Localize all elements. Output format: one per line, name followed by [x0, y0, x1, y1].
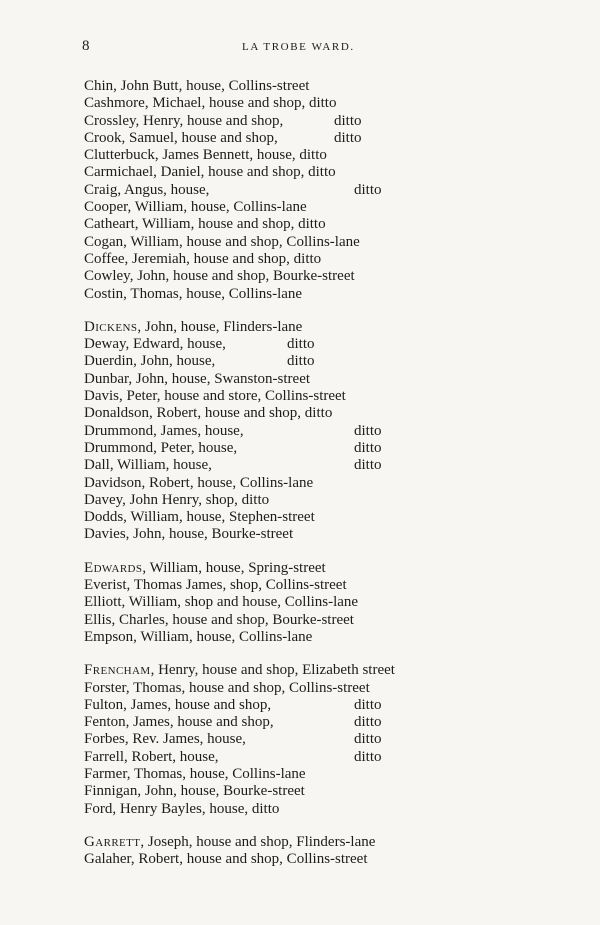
entry-ditto: ditto: [354, 748, 382, 765]
directory-entry: [84, 801, 504, 818]
entry-body: Fenton, James, house and shop,: [84, 714, 274, 731]
directory-entry: [84, 95, 504, 112]
letter-group: [84, 78, 504, 303]
entry-body: Farmer, Thomas, house, Collins-lane: [84, 765, 306, 782]
entry-text: [84, 457, 212, 474]
entry-surname-lead: Frencham: [84, 662, 151, 679]
entry-body: Davies, John, house, Bourke-street: [84, 526, 294, 543]
entry-text: [84, 440, 237, 457]
entry-text: [84, 130, 278, 147]
entry-ditto: ditto: [334, 129, 362, 146]
entry-text: [84, 731, 246, 748]
entry-ditto: ditto: [287, 353, 315, 370]
directory-entry: [84, 526, 504, 543]
directory-entry: [84, 268, 504, 285]
entry-body: Drummond, Peter, house,: [84, 439, 238, 456]
entry-text: [84, 353, 215, 370]
entry-body: Cowley, John, house and shop, Bourke-street: [84, 268, 355, 285]
entry-text: [84, 182, 209, 199]
directory-entry: [84, 834, 504, 851]
entry-text: [84, 783, 305, 800]
entry-text: [84, 714, 274, 731]
directory-entry: [84, 731, 504, 748]
entry-body: Elliott, William, shop and house, Collins-lane: [84, 594, 359, 611]
entry-text: [84, 834, 375, 851]
entry-text: [84, 251, 321, 268]
directory-entry: [84, 78, 504, 95]
entry-body: Fulton, James, house and shop,: [84, 696, 272, 713]
entry-text: [84, 629, 312, 646]
entry-body: Dall, William, house,: [84, 457, 212, 474]
directory-entry: [84, 851, 504, 868]
entry-text: [84, 371, 310, 388]
letter-group: [84, 834, 504, 869]
directory-entry: [84, 353, 504, 370]
entry-text: [84, 697, 271, 714]
entry-text: [84, 78, 309, 95]
directory-entry: [84, 662, 504, 679]
entry-text: [84, 423, 244, 440]
directory-entry: [84, 509, 504, 526]
entry-body: Clutterbuck, James Bennett, house, ditto: [84, 147, 327, 164]
entry-text: [84, 405, 332, 422]
entry-body: Craig, Angus, house,: [84, 181, 210, 198]
entry-body: Costin, Thomas, house, Collins-lane: [84, 285, 303, 302]
entry-ditto: ditto: [287, 336, 315, 353]
letter-group: [84, 560, 504, 646]
entry-body: Davis, Peter, house and store, Collins-street: [84, 388, 346, 405]
letter-group: [84, 662, 504, 818]
directory-entry: [84, 423, 504, 440]
directory-entry: [84, 199, 504, 216]
entry-body: Cooper, William, house, Collins-lane: [84, 199, 307, 216]
entry-surname-lead: Edwards: [84, 559, 143, 576]
entry-text: [84, 577, 347, 594]
entry-ditto: ditto: [354, 181, 382, 198]
entry-body: Forbes, Rev. James, house,: [84, 731, 246, 748]
directory-entry: [84, 147, 504, 164]
entry-text: [84, 164, 336, 181]
directory-entry: [84, 216, 504, 233]
entry-text: [84, 594, 358, 611]
entry-ditto: ditto: [354, 714, 382, 731]
directory-entry: [84, 697, 504, 714]
entry-body: Everist, Thomas James, shop, Collins-street: [84, 577, 347, 594]
entry-text: [84, 509, 315, 526]
entry-text: [84, 851, 368, 868]
entry-text: [84, 216, 326, 233]
entry-body: Carmichael, Daniel, house and shop, ditto: [84, 164, 336, 181]
entry-ditto: ditto: [354, 731, 382, 748]
directory-entry: [84, 113, 504, 130]
entry-ditto: ditto: [334, 112, 362, 129]
entry-body: , Henry, house and shop, Elizabeth street: [150, 662, 395, 679]
directory-entry: [84, 714, 504, 731]
page-number: 8: [82, 38, 90, 54]
directory-entry: [84, 612, 504, 629]
directory-entry: [84, 182, 504, 199]
entry-text: [84, 319, 302, 336]
directory-entry: [84, 749, 504, 766]
directory-entry: [84, 560, 504, 577]
entry-body: , John, house, Flinders-lane: [137, 318, 303, 335]
directory-entry: [84, 388, 504, 405]
entry-body: , Joseph, house and shop, Flinders-lane: [140, 833, 376, 850]
directory-entry: [84, 475, 504, 492]
entry-body: Donaldson, Robert, house and shop, ditto: [84, 405, 333, 422]
directory-listing: [84, 78, 504, 884]
directory-entry: [84, 234, 504, 251]
entry-body: Ford, Henry Bayles, house, ditto: [84, 800, 280, 817]
entry-text: [84, 336, 226, 353]
entry-text: [84, 662, 395, 679]
entry-body: Dodds, William, house, Stephen-street: [84, 509, 315, 526]
entry-body: Crook, Samuel, house and shop,: [84, 129, 278, 146]
entry-body: , William, house, Spring-street: [142, 559, 326, 576]
directory-entry: [84, 405, 504, 422]
directory-entry: [84, 371, 504, 388]
entry-text: [84, 475, 313, 492]
entry-body: Crossley, Henry, house and shop,: [84, 112, 284, 129]
directory-entry: [84, 319, 504, 336]
entry-text: [84, 612, 354, 629]
directory-entry: [84, 457, 504, 474]
entry-body: Davey, John Henry, shop, ditto: [84, 491, 270, 508]
directory-entry: [84, 783, 504, 800]
entry-body: Chin, John Butt, house, Collins-street: [84, 78, 310, 94]
entry-body: Cogan, William, house and shop, Collins-lane: [84, 233, 360, 250]
directory-entry: [84, 594, 504, 611]
directory-entry: [84, 130, 504, 147]
directory-entry: [84, 440, 504, 457]
entry-ditto: ditto: [354, 422, 382, 439]
entry-text: [84, 199, 307, 216]
entry-surname-lead: Garrett: [84, 833, 141, 850]
running-head: LA TROBE WARD.: [242, 41, 355, 53]
page-header: [82, 38, 542, 58]
entry-ditto: ditto: [354, 696, 382, 713]
entry-body: Dunbar, John, house, Swanston-street: [84, 370, 311, 387]
directory-entry: [84, 336, 504, 353]
directory-entry: [84, 629, 504, 646]
entry-surname-lead: Dickens: [84, 318, 138, 335]
entry-text: [84, 492, 269, 509]
directory-entry: [84, 164, 504, 181]
entry-body: Galaher, Robert, house and shop, Collins-street: [84, 851, 368, 868]
entry-ditto: ditto: [354, 439, 382, 456]
directory-entry: [84, 766, 504, 783]
directory-entry: [84, 251, 504, 268]
entry-text: [84, 766, 306, 783]
entry-body: Duerdin, John, house,: [84, 353, 216, 370]
entry-body: Deway, Edward, house,: [84, 336, 226, 353]
entry-text: [84, 147, 327, 164]
directory-entry: [84, 680, 504, 697]
entry-body: Davidson, Robert, house, Collins-lane: [84, 474, 314, 491]
directory-entry: [84, 286, 504, 303]
entry-text: [84, 95, 336, 112]
entry-text: [84, 388, 346, 405]
entry-body: Empson, William, house, Collins-lane: [84, 628, 313, 645]
entry-text: [84, 680, 370, 697]
entry-body: Coffee, Jeremiah, house and shop, ditto: [84, 250, 322, 267]
entry-body: Farrell, Robert, house,: [84, 748, 219, 765]
entry-body: Catheart, William, house and shop, ditto: [84, 216, 326, 233]
entry-text: [84, 801, 279, 818]
entry-body: Finnigan, John, house, Bourke-street: [84, 783, 305, 800]
entry-body: Cashmore, Michael, house and shop, ditto: [84, 95, 337, 112]
directory-entry: [84, 577, 504, 594]
entry-text: [84, 268, 355, 285]
entry-body: Forster, Thomas, house and shop, Collins-street: [84, 679, 370, 696]
entry-text: [84, 286, 302, 303]
entry-body: Ellis, Charles, house and shop, Bourke-street: [84, 611, 354, 628]
letter-group: [84, 319, 504, 544]
entry-text: [84, 526, 293, 543]
entry-ditto: ditto: [354, 457, 382, 474]
entry-body: Drummond, James, house,: [84, 422, 244, 439]
entry-text: [84, 234, 360, 251]
entry-text: [84, 113, 283, 130]
entry-text: [84, 560, 326, 577]
directory-entry: [84, 492, 504, 509]
entry-text: [84, 749, 219, 766]
